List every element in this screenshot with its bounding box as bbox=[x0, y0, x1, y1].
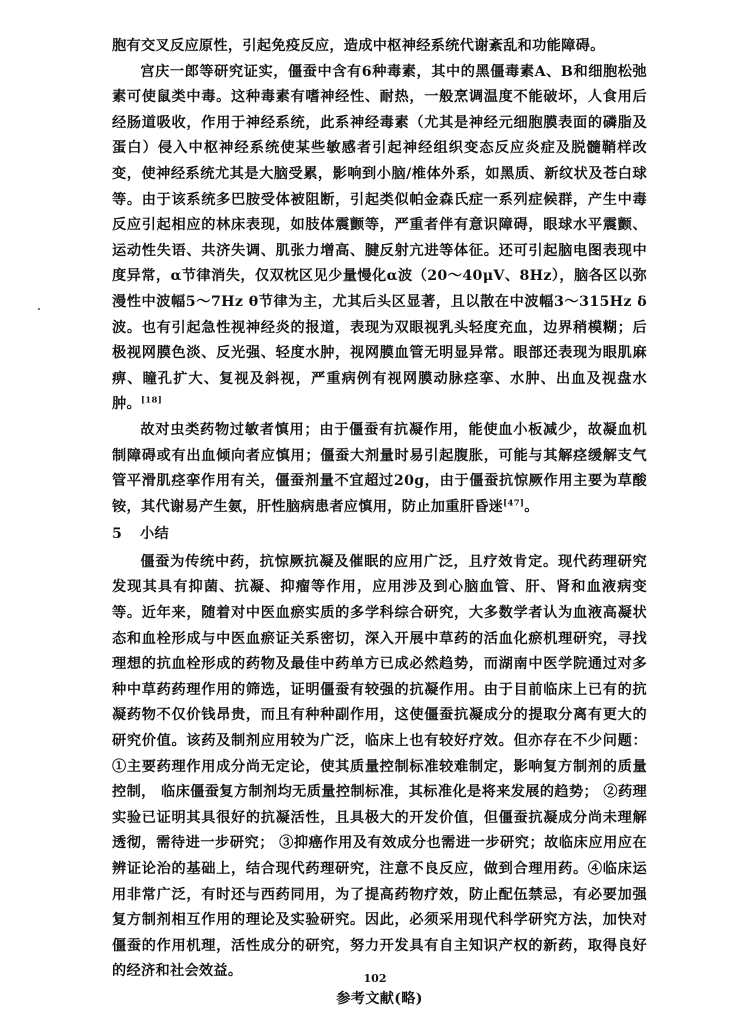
scan-mark bbox=[38, 308, 40, 310]
section-title: 小结 bbox=[140, 526, 169, 543]
citation-ref: [47] bbox=[503, 497, 525, 508]
paragraph-text: 故对虫类药物过敏者慎用；由于僵蚕有抗凝作用，能使血小板减少，故凝血机制障碍或有出血倾向者应慎用；僵蚕大剂量时易引起腹胀，可能与其解痉缓解支气管平滑肌痉挛作用有关，僵蚕剂量不宜超过20g，由于僵蚕抗惊厥作用主要为草酸铵，其代谢易产生氨，肝性脑病患者应慎用，防止加重肝昏迷 bbox=[112, 421, 648, 515]
paragraph-end-punct: 。 bbox=[524, 498, 539, 515]
document-body bbox=[112, 34, 647, 1027]
paragraph-text: 宫庆一郎等研究证实，僵蚕中含有6种毒素，其中的黑僵毒素A、B和细胞松弛素可使鼠类中毒。这种毒素有嗜神经性、耐热，一般烹调温度不能破坏，人食用后经肠道吸收，作用于神经系统，此系神经毒素（尤其是神经元细胞膜表面的磷脂及蛋白）侵入中枢神经系统使某些敏感者引起神经组织变态反应炎症及脱髓鞘样改变，使神经系统尤其是大脑受累，影响到小脑/椎体外系，如黑质、新纹状及苍白球等。由于该系统多巴胺受体被阻断，引起类似帕金森氏症一系列症候群，产生中毒反应引起相应的林床表现，如肢体震颤等，严重者伴有意识障碍，眼球水平震颤、运动性失语、共济失调、肌张力增高、腱反射亢进等体征。还可引起脑电图表现中度异常，α节律消失，仅双枕区见少量慢化α波（20～40μV、8Hz），脑各区以弥漫性中波幅5～7Hz θ节律为主，尤其后头区显著，且以散在中波幅3～315Hz δ波。也有引起急性视神经炎的报道，表现为双眼视乳头轻度充血，边界稍模糊；后极视网膜色淡、反光强、轻度水肿，视网膜血管无明显异常。眼部还表现为眼肌麻痹、瞳孔扩大、复视及斜视，严重病例有视网膜动脉痉挛、水肿、出血及视盘水肿。 bbox=[112, 63, 647, 413]
page-number: 102 bbox=[363, 972, 387, 985]
citation-ref: [18] bbox=[140, 395, 163, 406]
paragraph-text: 僵蚕为传统中药，抗惊厥抗凝及催眠的应用广泛，且疗效肯定。现代药理研究发现其具有抑菌、抗凝、抑瘤等作用，应用涉及到心脑血管、肝、肾和血液病变等。近年来，随着对中医血瘀实质的多学科综合研究，大多数学者认为血液高凝状态和血栓形成与中医血瘀证关系密切，深入开展中草药的活血化瘀机理研究，寻找理想的抗血栓形成的药物及最佳中药单方已成必然趋势，而湖南中医学院通过对多种中草药药理作用的筛选，证明僵蚕有较强的抗凝作用。由于目前临床上已有的抗凝药物不仅价钱昂贵，而且有种种副作用，这使僵蚕抗凝成分的提取分离有更大的研究价值。该药及制剂应用较为广泛，临床上也有较好疗效。但亦存在不少问题：①主要药理作用成分尚无定论，使其质量控制标准较难制定，影响复方制剂的质量控制， 临床僵蚕复方制剂均无质量控制标准，其标准化是将来发展的趋势； ②药理实验已证明其具很好的抗凝活性，且具极大的开发价值，但僵蚕抗凝成分尚未理解透彻，需待进一步研究； ③抑癌作用及有效成分也需进一步研究；故临床应用应在辨证论治的基础上，结合现代药理研究，注意不良反应，做到合理用药。④临床运用非常广泛，有时还与西药同用，为了提高药物疗效，防止配伍禁忌，有必要加强复方制剂相互作用的理论及实验研究。因此，必须采用现代科学研究方法，加快对僵蚕的作用机理，活性成分的研究，努力开发具有自主知识产权的新药，取得良好的经济和社会效益。 bbox=[112, 553, 647, 980]
paragraph-text: 胞有交叉反应原性，引起免疫反应，造成中枢神经系统代谢紊乱和功能障碍。 bbox=[112, 38, 605, 54]
section-heading bbox=[112, 522, 647, 548]
paragraph-summary bbox=[112, 550, 647, 985]
references-heading: 参考文献(略) bbox=[336, 990, 423, 1007]
section-number: 5 bbox=[112, 526, 123, 543]
paragraph-toxins bbox=[112, 60, 647, 418]
paragraph-cautions bbox=[112, 418, 647, 520]
paragraph-continuation bbox=[112, 34, 647, 60]
